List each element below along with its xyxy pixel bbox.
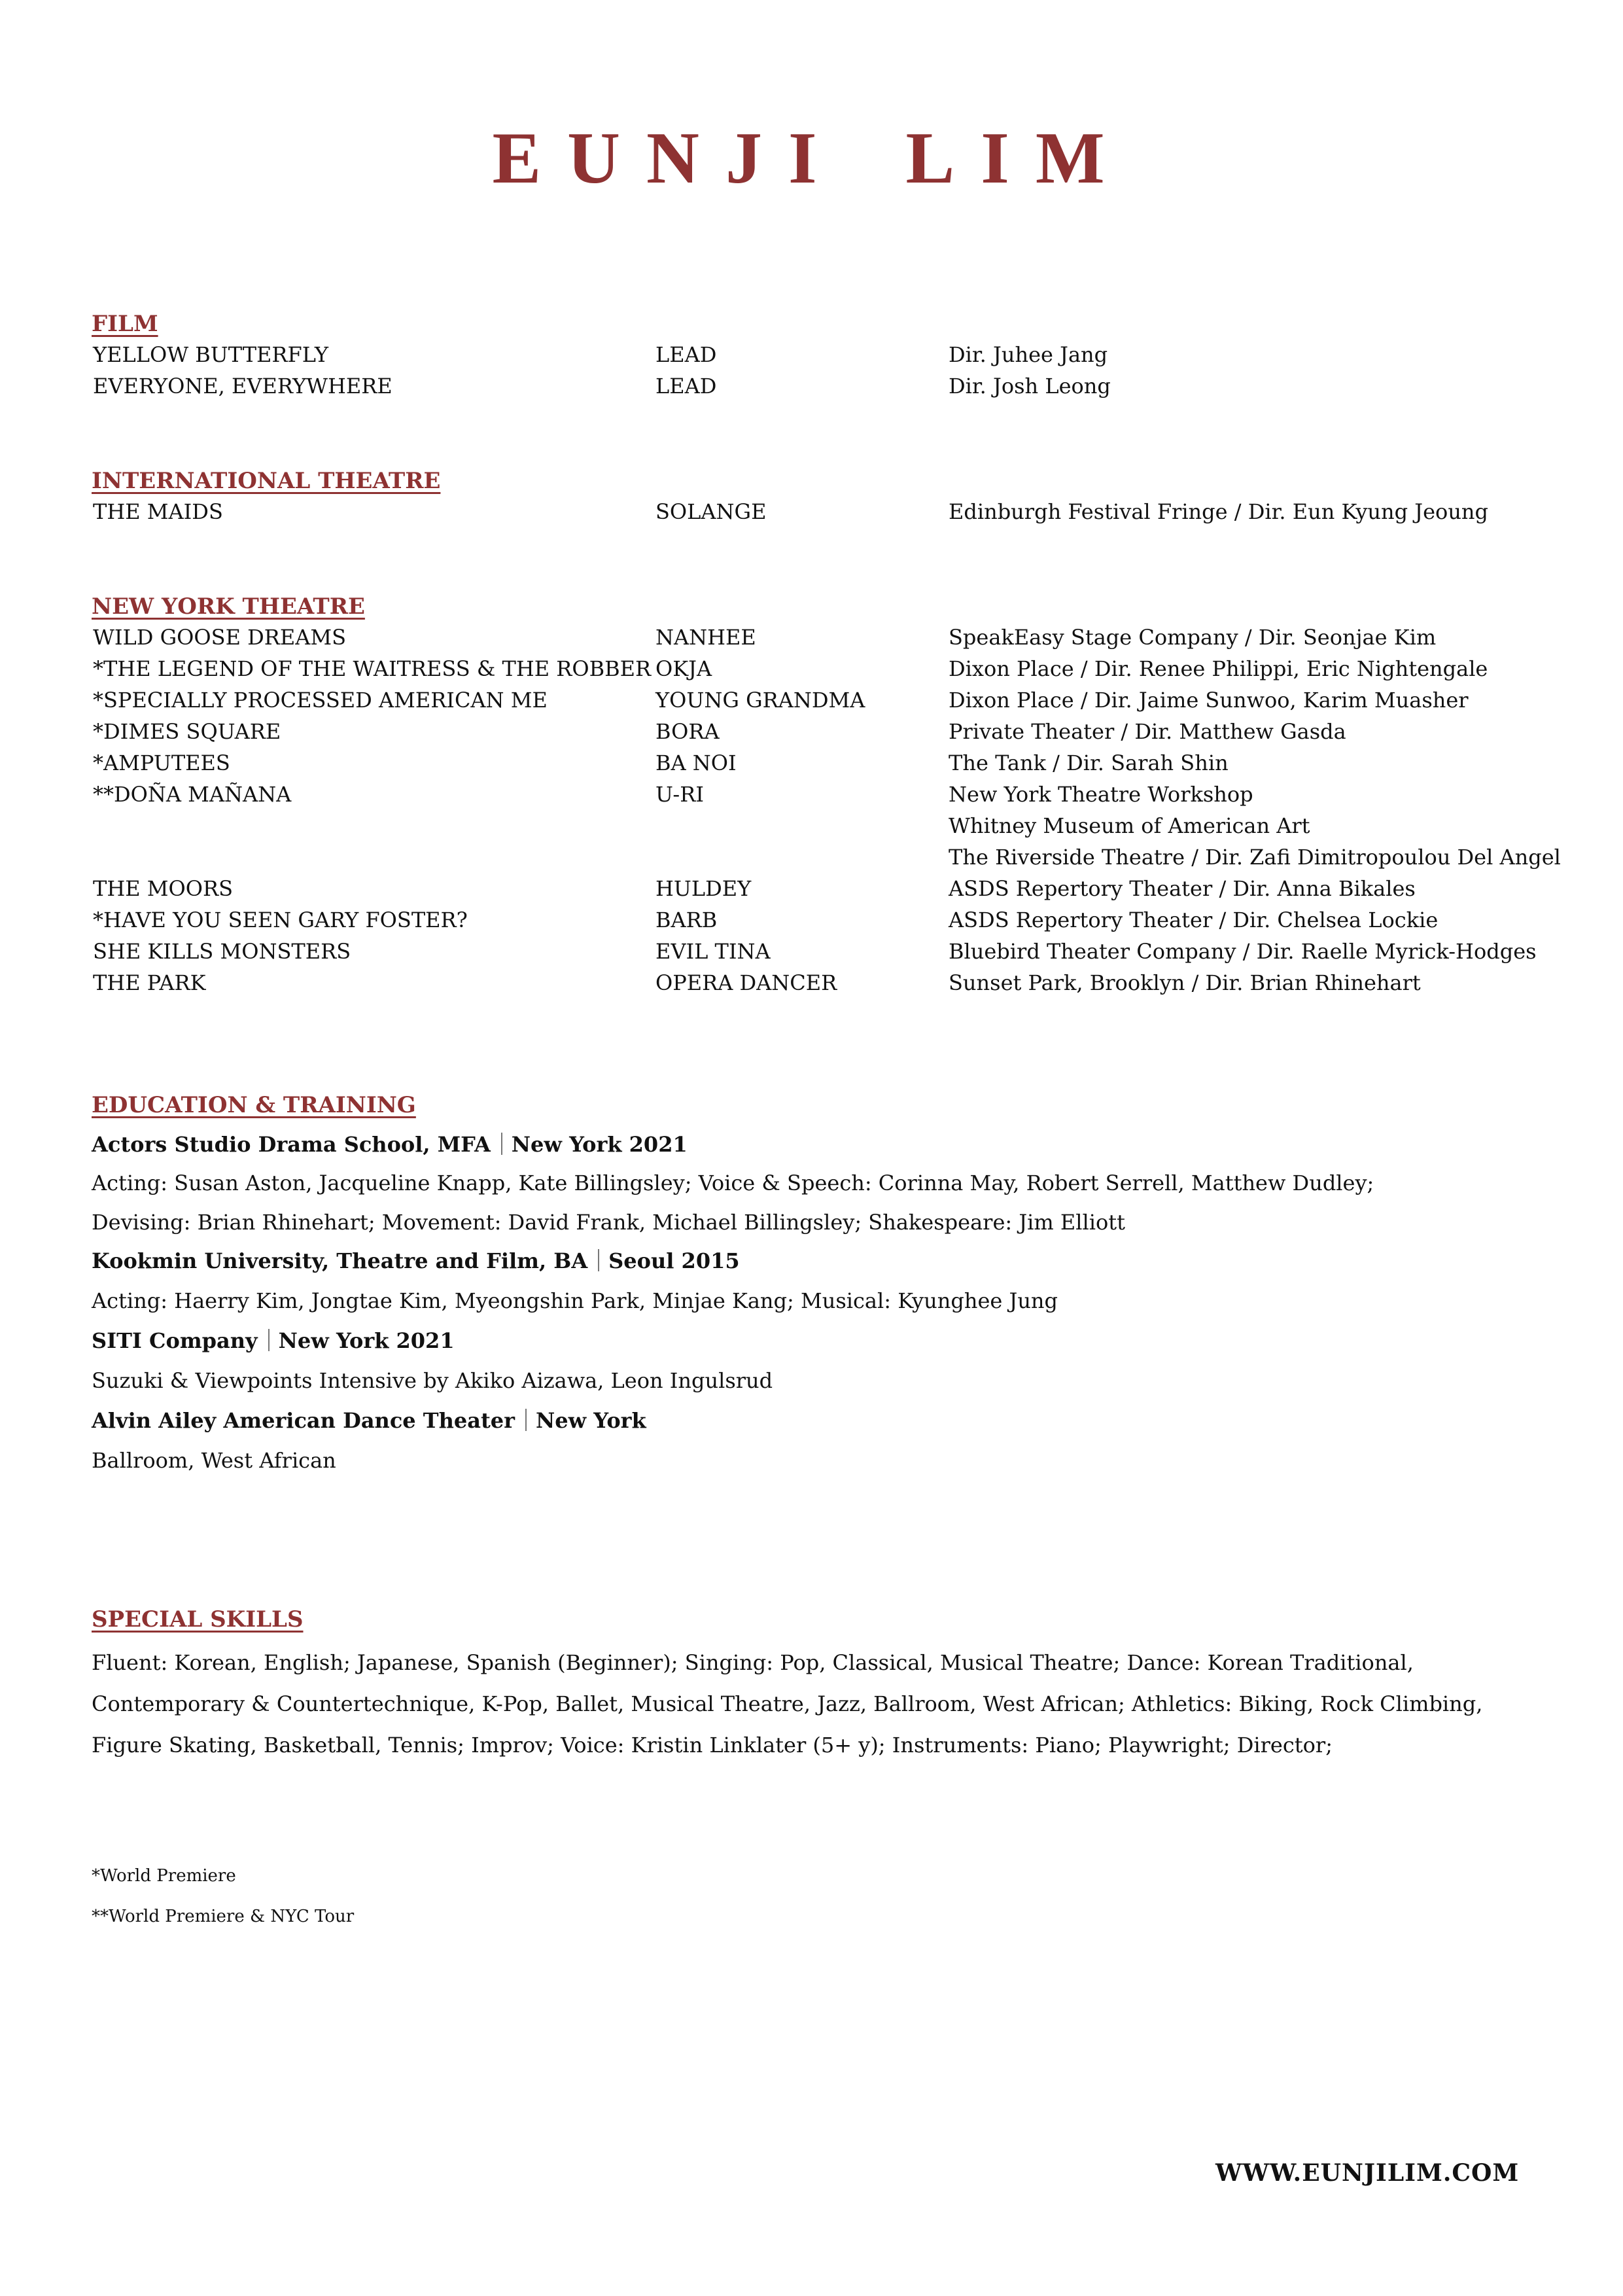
footnote-world-premiere-nyc-tour: **World Premiere & NYC Tour [92, 1907, 355, 1926]
credit-role: EVIL TINA [655, 939, 771, 964]
credit-row [92, 936, 1544, 967]
education-entries [92, 1125, 1544, 1481]
credit-detail-line: Dir. Juhee Jang [949, 342, 1108, 367]
credit-row [92, 370, 1544, 402]
credit-details [949, 622, 1436, 653]
international-theatre-credits [92, 496, 1544, 527]
credit-role: OPERA DANCER [655, 970, 837, 995]
credit-row [92, 904, 1544, 936]
divider [525, 1409, 527, 1431]
credit-row [92, 496, 1544, 527]
credit-title: *THE LEGEND OF THE WAITRESS & THE ROBBER [93, 656, 652, 681]
credit-role: SOLANGE [655, 499, 767, 524]
education-school [92, 1402, 1544, 1439]
credit-detail-line: New York Theatre Workshop [949, 782, 1253, 807]
credit-row [92, 339, 1544, 370]
credit-row [92, 622, 1544, 653]
credit-title: *SPECIALLY PROCESSED AMERICAN ME [93, 688, 548, 713]
school-name: SITI Company [92, 1328, 258, 1353]
credit-title: **DOÑA MAÑANA [93, 782, 292, 807]
credit-details [949, 904, 1438, 936]
last-name: LIM [905, 118, 1131, 199]
credit-row [92, 716, 1544, 747]
divider [501, 1133, 502, 1155]
credit-detail-line: Dixon Place / Dir. Renee Philippi, Eric Nightengale [949, 656, 1488, 681]
credit-detail-line: Private Theater / Dir. Matthew Gasda [949, 719, 1346, 744]
credit-role: YOUNG GRANDMA [655, 688, 865, 713]
credit-details [949, 716, 1346, 747]
credit-details [949, 747, 1229, 779]
school-place: New York [535, 1408, 646, 1433]
credit-details [949, 779, 1561, 873]
page-title [0, 116, 1623, 201]
credit-detail-line: The Riverside Theatre / Dir. Zafi Dimitropoulou Del Angel [949, 845, 1561, 870]
credit-detail-line: ASDS Repertory Theater / Dir. Chelsea Lockie [949, 908, 1439, 932]
credit-detail-line: Edinburgh Festival Fringe / Dir. Eun Kyung Jeoung [949, 499, 1489, 524]
credit-role: BORA [655, 719, 720, 744]
credit-row [92, 684, 1544, 716]
school-place: New York 2021 [511, 1132, 688, 1157]
credit-detail-line: SpeakEasy Stage Company / Dir. Seonjae Kim [949, 625, 1437, 650]
film-heading: FILM [92, 311, 158, 337]
new-york-theatre-section [92, 592, 1561, 998]
credit-title: YELLOW BUTTERFLY [93, 342, 329, 367]
divider [598, 1249, 599, 1271]
film-section [92, 309, 1544, 402]
education-detail: Devising: Brian Rhinehart; Movement: David Frank, Michael Billingsley; Shakespeare: Jim Elliott [92, 1210, 1125, 1235]
credit-detail-line: Dir. Josh Leong [949, 374, 1111, 398]
credit-detail-line: The Tank / Dir. Sarah Shin [949, 751, 1229, 775]
credit-role: HULDEY [655, 876, 752, 901]
credit-role: BA NOI [655, 751, 737, 775]
credit-detail-line: Bluebird Theater Company / Dir. Raelle Myrick-Hodges [949, 939, 1537, 964]
credit-detail-line: Whitney Museum of American Art [949, 813, 1310, 838]
credit-details [949, 936, 1537, 967]
credit-title: *HAVE YOU SEEN GARY FOSTER? [93, 908, 468, 932]
credit-details [949, 370, 1111, 402]
credit-details [949, 873, 1416, 904]
credit-title: THE MAIDS [93, 499, 223, 524]
credit-details [949, 967, 1421, 998]
credit-title: *DIMES SQUARE [93, 719, 281, 744]
website-link[interactable]: WWW.EUNJILIM.COM [1215, 2159, 1520, 2187]
credit-details [949, 684, 1469, 716]
education-detail: Acting: Haerry Kim, Jongtae Kim, Myeongshin Park, Minjae Kang; Musical: Kyunghee Jung [92, 1288, 1058, 1313]
credit-detail-line: ASDS Repertory Theater / Dir. Anna Bikales [949, 876, 1416, 901]
new-york-theatre-credits [92, 622, 1561, 998]
international-theatre-section [92, 466, 1544, 527]
footnote-world-premiere: *World Premiere [92, 1866, 236, 1886]
education-school [92, 1322, 1544, 1360]
credit-row [92, 747, 1544, 779]
school-place: Seoul 2015 [608, 1248, 740, 1273]
credit-title: *AMPUTEES [93, 751, 230, 775]
credit-role: BARB [655, 908, 718, 932]
education-school [92, 1242, 1544, 1280]
footnotes [92, 1856, 1544, 1937]
first-name: EUNJI [492, 118, 843, 199]
skills-section [92, 1604, 1544, 1766]
school-name: Kookmin University, Theatre and Film, BA [92, 1248, 588, 1273]
credit-details [949, 339, 1108, 370]
education-section [92, 1090, 1544, 1481]
credit-detail-line: Dixon Place / Dir. Jaime Sunwoo, Karim Muasher [949, 688, 1469, 713]
film-credits [92, 339, 1544, 402]
credit-role: OKJA [655, 656, 712, 681]
skills-text: Fluent: Korean, English; Japanese, Spanish (Beginner); Singing: Pop, Classical, Musical Theatre; Dance: Korean Traditional, Contemporary & Countertechnique, K-Pop, Ballet, Musical Theatre, Jazz, Ballroom, West African; Athletics: Biking, Rock Climbing, Figure Skating, Basketball, Tennis; Improv; Voice: Kristin Linklater (5+ y); Instruments: Piano; Playwright; Director; [92, 1650, 1483, 1757]
credit-title: THE PARK [93, 970, 206, 995]
credit-row [92, 653, 1544, 684]
school-place: New York 2021 [278, 1328, 455, 1353]
credit-row [92, 779, 1561, 873]
education-detail: Suzuki & Viewpoints Intensive by Akiko Aizawa, Leon Ingulsrud [92, 1368, 773, 1393]
international-theatre-heading: INTERNATIONAL THEATRE [92, 468, 441, 494]
credit-role: LEAD [655, 374, 717, 398]
school-name: Alvin Ailey American Dance Theater [92, 1408, 515, 1433]
divider [268, 1329, 270, 1351]
education-detail: Acting: Susan Aston, Jacqueline Knapp, Kate Billingsley; Voice & Speech: Corinna May, Robert Serrell, Matthew Dudley; [92, 1171, 1374, 1195]
credit-role: LEAD [655, 342, 717, 367]
credit-details [949, 496, 1488, 527]
skills-heading: SPECIAL SKILLS [92, 1606, 304, 1633]
education-detail: Ballroom, West African [92, 1448, 336, 1473]
credit-title: WILD GOOSE DREAMS [93, 625, 346, 650]
credit-role: U-RI [655, 782, 704, 807]
credit-row [92, 967, 1544, 998]
credit-title: EVERYONE, EVERYWHERE [93, 374, 393, 398]
credit-role: NANHEE [655, 625, 756, 650]
credit-title: THE MOORS [93, 876, 234, 901]
school-name: Actors Studio Drama School, MFA [92, 1132, 491, 1157]
credit-row [92, 873, 1544, 904]
new-york-theatre-heading: NEW YORK THEATRE [92, 593, 365, 620]
credit-detail-line: Sunset Park, Brooklyn / Dir. Brian Rhinehart [949, 970, 1421, 995]
credit-details [949, 653, 1488, 684]
education-heading: EDUCATION & TRAINING [92, 1092, 416, 1118]
education-school [92, 1125, 1544, 1163]
credit-title: SHE KILLS MONSTERS [93, 939, 351, 964]
